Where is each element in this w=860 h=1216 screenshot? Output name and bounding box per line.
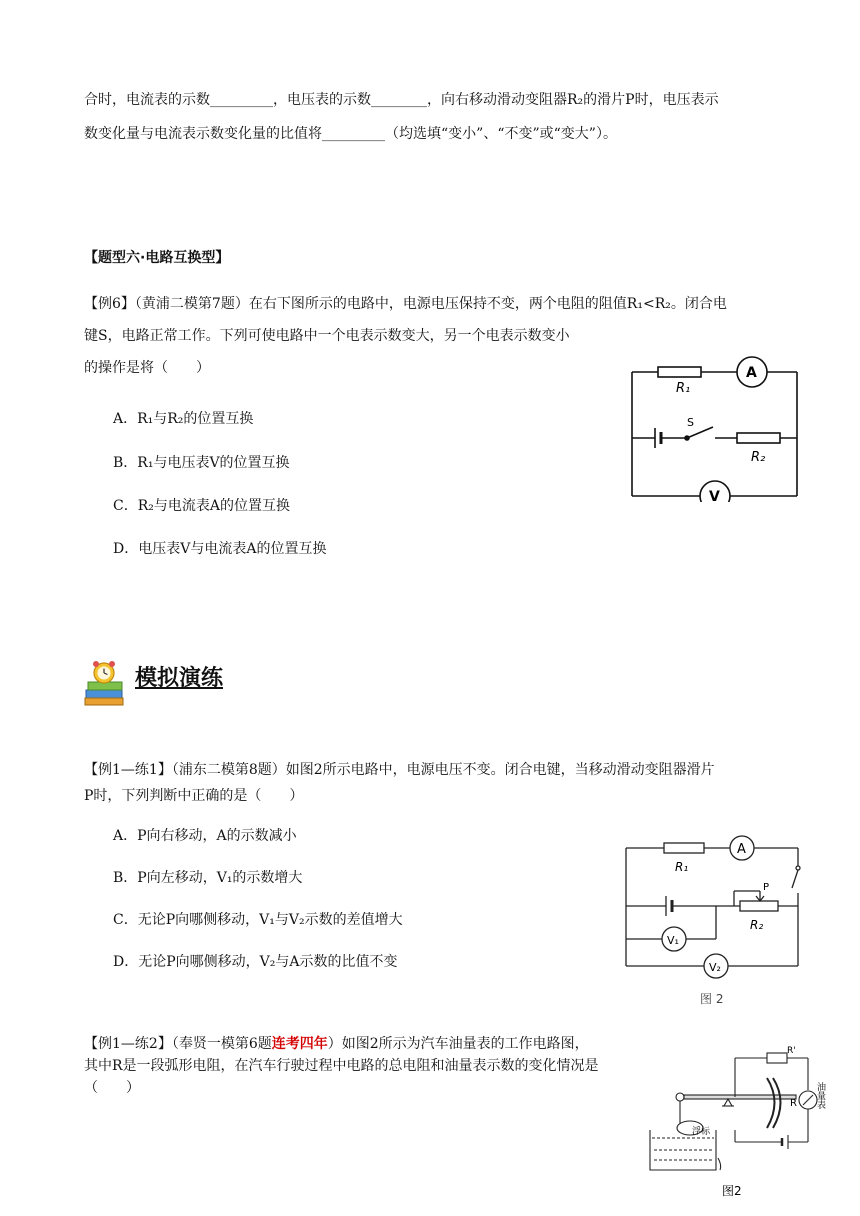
fig2-slider-label: P — [763, 882, 770, 893]
section-title: 【题型六·电路互换型】 — [84, 250, 230, 266]
fig2-r1-label: R₁ — [675, 860, 689, 874]
intro-line-2: 数变化量与电流表示数变化量的比值将_________（均选填“变小”、“不变”或“变大”）。 — [84, 126, 617, 142]
practice1-option-d: D．无论P向哪侧移动，V₂与A示数的比值不变 — [113, 954, 398, 970]
practice1-option-b: B．P向左移动，V₁的示数增大 — [113, 870, 303, 886]
books-icon — [82, 660, 128, 708]
example6-line-3: 的操作是将（ ） — [84, 360, 210, 376]
fuel-gauge-diagram — [640, 1040, 840, 1205]
practice2-line-2: 其中R是一段弧形电阻，在汽车行驶过程中电路的总电阻和油量表示数的变化情况是 — [84, 1058, 599, 1074]
fig2-v1-label: V₁ — [667, 934, 679, 947]
r-prime-label: R' — [787, 1046, 796, 1056]
fig-fuel-caption: 图2 — [722, 1184, 742, 1198]
fig2-caption: 图 2 — [700, 992, 724, 1006]
practice-heading: 模拟演练 — [135, 666, 224, 691]
float-label: 浮标 — [692, 1127, 711, 1137]
practice1-line-2: P时，下列判断中正确的是（ ） — [84, 788, 304, 804]
circuit-diagram-1 — [625, 352, 801, 502]
practice1-option-c: C．无论P向哪侧移动，V₁与V₂示数的差值增大 — [113, 912, 403, 928]
practice2-line-1 — [84, 1034, 589, 1054]
practice2-highlight: 连考四年 — [271, 1036, 328, 1052]
option-c: C．R₂与电流表A的位置互换 — [113, 498, 290, 514]
r2-label: R₂ — [751, 450, 766, 465]
practice1-option-a: A．P向右移动，A的示数减小 — [113, 828, 297, 844]
practice2-prefix: 【例1—练2】（奉贤一模第6题 — [84, 1036, 272, 1052]
option-b: B．R₁与电压表V的位置互换 — [113, 455, 290, 471]
switch-label: S — [687, 416, 694, 429]
example6-line-2: 键S，电路正常工作。下列可使电路中一个电表示数变大，另一个电表示数变小 — [84, 328, 570, 344]
r1-label: R₁ — [676, 381, 691, 396]
practice2-line-3: （ ） — [84, 1080, 140, 1096]
practice2-suffix: ）如图2所示为汽车油量表的工作电路图， — [327, 1036, 589, 1052]
practice1-line-1: 【例1—练1】（浦东二模第8题）如图2所示电路中，电源电压不变。闭合电键，当移动滑动变阻器滑片 — [84, 762, 715, 778]
voltmeter-label: V — [709, 489, 720, 502]
option-a: A．R₁与R₂的位置互换 — [113, 411, 254, 427]
option-d: D．电压表V与电流表A的位置互换 — [113, 541, 327, 557]
fig2-v2-label: V₂ — [709, 961, 721, 974]
example6-line-1: 【例6】（黄浦二模第7题）在右下图所示的电路中，电源电压保持不变，两个电阻的阻值R₁<R₂。闭合电 — [84, 296, 727, 312]
fig2-r2-label: R₂ — [750, 918, 764, 932]
intro-line-1: 合时，电流表的示数_________，电压表的示数________，向右移动滑动变阻器R₂的滑片P时，电压表示 — [84, 92, 719, 108]
meter-label: 油量表 — [815, 1082, 825, 1109]
ammeter-label: A — [746, 365, 757, 381]
circuit-diagram-2 — [620, 833, 810, 1013]
r-label: R — [790, 1098, 797, 1109]
fig2-ammeter-label: A — [737, 842, 746, 857]
